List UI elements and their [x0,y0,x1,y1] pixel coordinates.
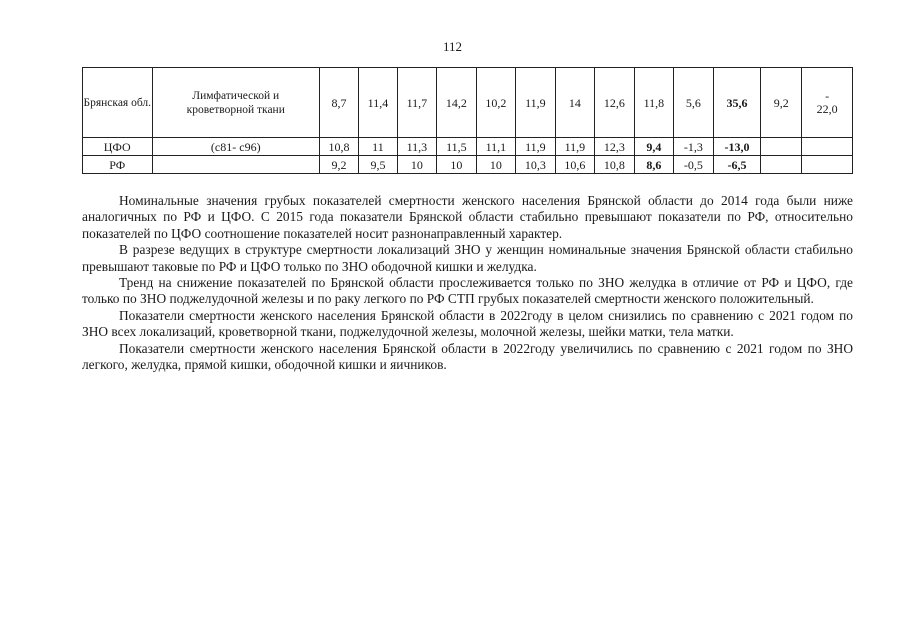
value-cell: 8,7 [319,68,358,138]
value-cell [761,156,802,174]
value-cell: 12,3 [594,138,634,156]
page-number: 112 [442,39,463,54]
value-cell: 11,7 [397,68,436,138]
value-cell: 12,6 [594,68,634,138]
value-cell: 5,6 [673,68,713,138]
site-cell [152,156,319,174]
value-cell: 35,6 [713,68,760,138]
value-cell: 11,1 [476,138,515,156]
value-cell: 11 [358,138,397,156]
site-label: кроветворной ткани [186,103,285,116]
value-cell [802,156,853,174]
value-cell: -1,3 [673,138,713,156]
value-cell: 9,2 [761,68,802,138]
value-cell: 11,8 [634,68,673,138]
body-text [82,193,853,373]
site-label: Лимфатической и [192,89,280,102]
value-cell: 14 [555,68,594,138]
value-cell [802,138,853,156]
value-cell: 8,6 [634,156,673,174]
value-cell: 10 [476,156,515,174]
value-cell: 11,9 [515,68,555,138]
table-row [83,156,853,174]
value-cell: 10 [397,156,436,174]
paragraph: Показатели смертности женского населения Брянской области в 2022году увеличились по сравнению с 2021 годом по ЗНО легкого, желудка, прямой кишки, ободочной кишки и яичников. [82,340,853,373]
site-cell: (с81- с96) [152,138,319,156]
minus-sign: - [825,88,830,103]
region-cell: Брянская обл. [83,68,153,138]
value-cell: 11,5 [436,138,476,156]
value-cell: 9,5 [358,156,397,174]
value-cell: 11,9 [555,138,594,156]
value-cell: 10,3 [515,156,555,174]
paragraph: В разрезе ведущих в структуре смертности локализаций ЗНО у женщин номинальные значения Брянской области стабильно превышают таковые по РФ и ЦФО только по ЗНО ободочной кишки и желудка. [82,242,853,274]
value-cell: 11,3 [397,138,436,156]
value-cell: 11,9 [515,138,555,156]
paragraph: Тренд на снижение показателей по Брянской области прослеживается только по ЗНО желудка в отличие от РФ и ЦФО, где только по ЗНО поджелудочной железы и по раку легкого по РФ СТП грубых показателей смертности женского положительный. [82,275,853,307]
table-row [83,138,853,156]
paragraph: Номинальные значения грубых показателей смертности женского населения Брянской области до 2014 года были ниже аналогичных по РФ и ЦФО. С 2015 года показатели Брянской области стабильно превышают показатели по РФ, относительно показателей по ЦФО соотношение показателей носит разнонаправленный характер. [82,193,853,241]
value-cell: 9,4 [634,138,673,156]
value-cell: 10,8 [594,156,634,174]
value-cell: 11,4 [358,68,397,138]
value-cell: -6,5 [713,156,760,174]
value-cell [802,68,853,138]
value-cell: 10,8 [319,138,358,156]
value-cell: 9,2 [319,156,358,174]
mortality-table [82,67,853,174]
value-cell: 10,2 [476,68,515,138]
value-cell: -13,0 [713,138,760,156]
region-cell: РФ [83,156,153,174]
value-cell [761,138,802,156]
table-row [83,68,853,138]
site-cell [152,68,319,138]
value-cell: 10 [436,156,476,174]
paragraph: Показатели смертности женского населения Брянской области в 2022году в целом снизились по сравнению с 2021 годом по ЗНО всех локализаций, кроветворной ткани, поджелудочной железы, молочной железы, шейки матки, тела матки. [82,307,853,340]
value-cell: 14,2 [436,68,476,138]
region-cell: ЦФО [83,138,153,156]
value-text: 22,0 [816,101,838,116]
value-cell: -0,5 [673,156,713,174]
value-cell: 10,6 [555,156,594,174]
